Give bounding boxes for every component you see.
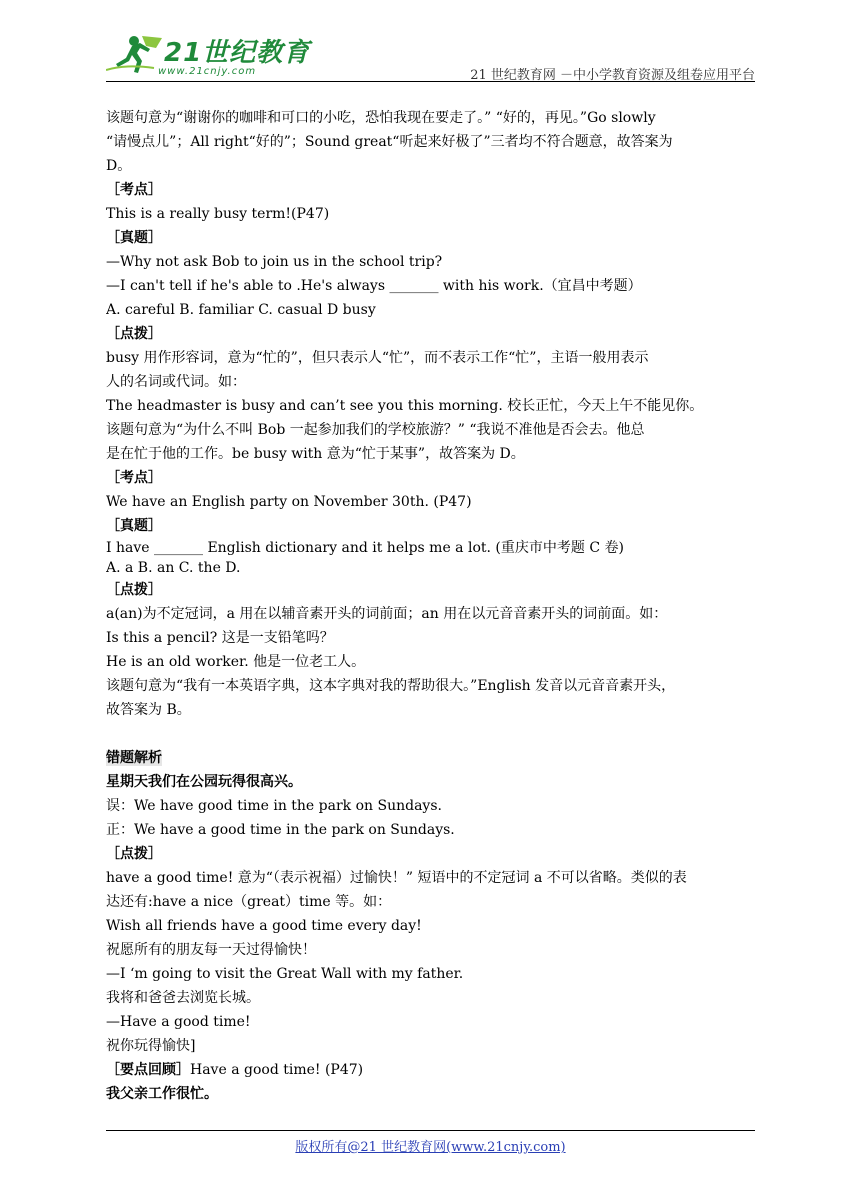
document-body xyxy=(106,106,755,1106)
section-label-kaodian: ［考点］ xyxy=(106,182,162,198)
text-line: D。 xyxy=(106,158,132,174)
text-line: Is this a pencil? 这是一支铅笔吗？ xyxy=(106,630,334,646)
text-line: busy 用作形容词，意为“忙的”，但只表示人“忙”，而不表示工作“忙”，主语一般用表示 xyxy=(106,350,649,366)
text-line: —Why not ask Bob to join us in the school trip? xyxy=(106,254,443,270)
text-line: “请慢点儿”；All right“好的”；Sound great“听起来好极了”三者均不符合题意，故答案为 xyxy=(106,134,673,150)
text-line: Wish all friends have a good time every day! xyxy=(106,918,422,934)
text-line: 祝你玩得愉快] xyxy=(106,1038,196,1054)
text-line: 达还有:have a nice（great）time 等。如： xyxy=(106,894,392,910)
example-heading: 我父亲工作很忙。 xyxy=(106,1086,218,1102)
review-line: ［要点回顾］Have a good time! (P47) xyxy=(106,1062,364,1078)
text-line: He is an old worker. 他是一位老工人。 xyxy=(106,654,366,670)
text-line: have a good time! 意为“（表示祝福）过愉快！” 短语中的不定冠词 a 不可以省略。类似的表 xyxy=(106,870,687,886)
example-heading: 星期天我们在公园玩得很高兴。 xyxy=(106,774,302,790)
text-line: 正：We have a good time in the park on Sundays. xyxy=(106,822,455,838)
section-label-review: ［要点回顾］ xyxy=(106,1062,190,1078)
text-line: 该题句意为“谢谢你的咖啡和可口的小吃，恐怕我现在要走了。” “好的，再见。”Go slowly xyxy=(106,110,656,126)
text-line: 故答案为 B。 xyxy=(106,702,191,718)
section-label-dianbo: ［点拨］ xyxy=(106,582,162,598)
text-line: 误：We have good time in the park on Sundays. xyxy=(106,798,442,814)
text-line: —I ‘m going to visit the Great Wall with my father. xyxy=(106,966,464,982)
text-line: I have _______ English dictionary and it helps me a lot. (重庆市中考题 C 卷) xyxy=(106,540,624,556)
blank-line xyxy=(106,722,755,746)
section-label-zhenti: ［真题］ xyxy=(106,518,162,534)
text-line: 是在忙于他的工作。be busy with 意为“忙于某事”，故答案为 D。 xyxy=(106,446,525,462)
text-line: A. a B. an C. the D. xyxy=(106,560,241,576)
text-line: The headmaster is busy and can’t see you this morning. 校长正忙，今天上午不能见你。 xyxy=(106,398,704,414)
page-header xyxy=(106,30,755,82)
section-label-dianbo: ［点拨］ xyxy=(106,326,162,342)
section-label-dianbo: ［点拨］ xyxy=(106,846,162,862)
text-line: 人的名词或代词。如： xyxy=(106,374,246,390)
header-site-title: 21 世纪教育网 －中小学教育资源及组卷应用平台 xyxy=(470,68,755,83)
section-label-zhenti: ［真题］ xyxy=(106,230,162,246)
footer-copyright-link[interactable]: 版权所有@21 世纪教育网(www.21cnjy.com) xyxy=(295,1140,566,1155)
text-line: We have an English party on November 30th. (P47) xyxy=(106,494,472,510)
text-line: —Have a good time! xyxy=(106,1014,251,1030)
text-line: 我将和爸爸去浏览长城。 xyxy=(106,990,260,1006)
error-analysis-heading: 错题解析 xyxy=(106,750,162,766)
section-label-kaodian: ［考点］ xyxy=(106,470,162,486)
text-line: —I can't tell if he's able to .He's always _______ with his work.（宜昌中考题） xyxy=(106,278,642,294)
text-line: 祝愿所有的朋友每一天过得愉快！ xyxy=(106,942,316,958)
logo-url: www.21cnjy.com xyxy=(158,66,257,77)
text-line: a(an)为不定冠词，a 用在以辅音素开头的词前面；an 用在以元音音素开头的词前面。如： xyxy=(106,606,668,622)
text-line: A. careful B. familiar C. casual D busy xyxy=(106,302,376,318)
text-line: 该题句意为“我有一本英语字典，这本字典对我的帮助很大。”English 发音以元音音素开头， xyxy=(106,678,676,694)
footer-divider xyxy=(106,1130,755,1131)
text-line: 该题句意为“为什么不叫 Bob 一起参加我们的学校旅游？” “我说不准他是否会去。他总 xyxy=(106,422,645,438)
logo-text: 21世纪教育 xyxy=(164,38,311,68)
runner-logo-icon xyxy=(106,34,164,74)
text-line: This is a really busy term!(P47) xyxy=(106,206,330,222)
header-divider xyxy=(106,81,755,82)
